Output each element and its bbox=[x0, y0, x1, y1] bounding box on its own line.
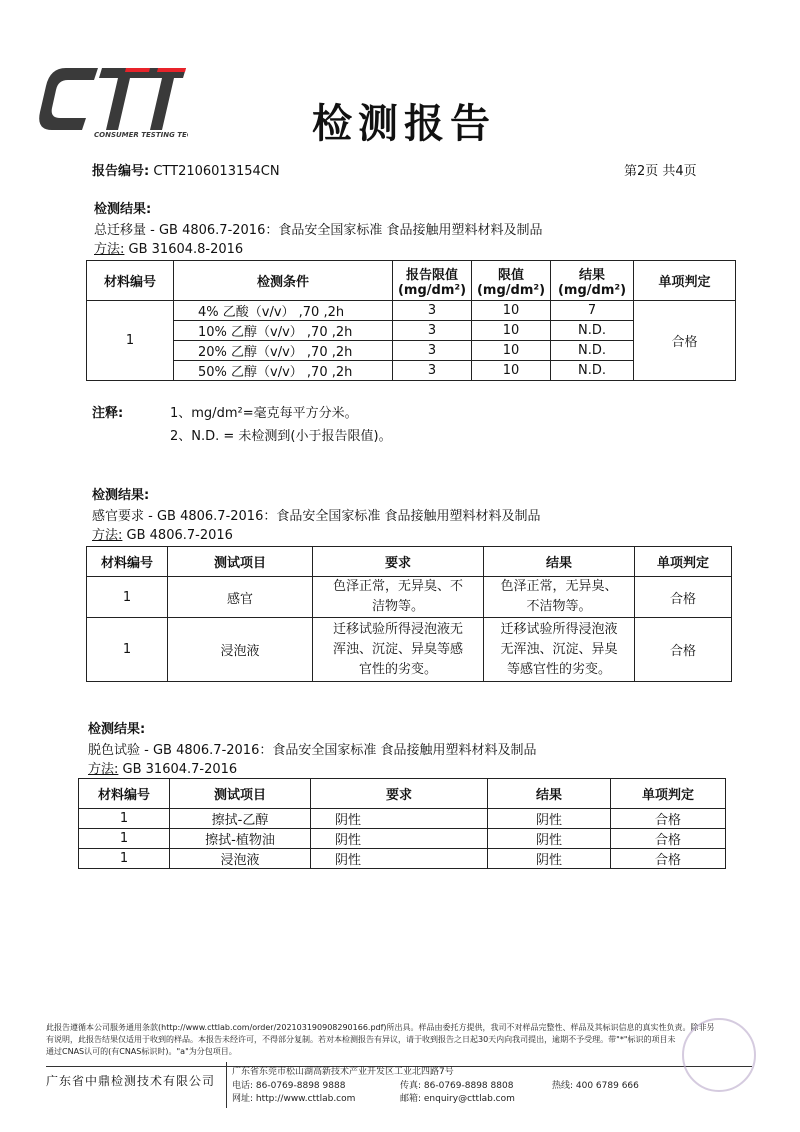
table-row: 1 擦拭-乙醇 阴性 阴性 合格 bbox=[79, 809, 726, 829]
report-number bbox=[92, 160, 280, 179]
verdict: 合格 bbox=[634, 301, 736, 381]
ctt-logo bbox=[38, 60, 188, 140]
col-report-limit: 报告限值 (mg/dm²) bbox=[393, 261, 472, 301]
company-name: 广东省中鼎检测技术有限公司 bbox=[46, 1074, 216, 1088]
table-row: 1 浸泡液 阴性 阴性 合格 bbox=[79, 849, 726, 869]
migration-table bbox=[86, 260, 736, 381]
material-id: 1 bbox=[87, 301, 174, 381]
note-1: 1、mg/dm²=毫克每平方分米。 bbox=[170, 406, 358, 421]
page-title: 检测报告 bbox=[312, 100, 496, 147]
logo-tagline: CONSUMER TESTING TECH bbox=[94, 131, 188, 139]
section2-heading: 检测结果: bbox=[92, 488, 150, 503]
footer-hotline: 热线: 400 6789 666 bbox=[552, 1081, 639, 1091]
method-label: 方法: bbox=[94, 242, 125, 257]
page-info: 第2页 共4页 bbox=[624, 164, 697, 179]
section1-item: 总迁移量 - GB 4806.7-2016：食品安全国家标准 食品接触用塑料材料及制品 bbox=[94, 223, 543, 238]
section2-method: 方法: GB 4806.7-2016 bbox=[92, 528, 233, 543]
official-stamp bbox=[682, 1018, 756, 1092]
table-row: 1 4% 乙酸（v/v） ,70 ,2h 3 10 7 合格 bbox=[87, 301, 736, 321]
note-2: 2、N.D. = 未检测到(小于报告限值)。 bbox=[170, 429, 392, 444]
section3-item: 脱色试验 - GB 4806.7-2016：食品安全国家标准 食品接触用塑料材料及制品 bbox=[88, 743, 537, 758]
footer-fax: 传真: 86-0769-8898 8808 bbox=[400, 1081, 514, 1091]
section1-method bbox=[94, 238, 243, 257]
sensory-table: 材料编号 测试项目 要求 结果 单项判定 1 感官 色泽正常，无异臭、不 洁物等。 色泽正常，无异臭、 不洁物等。 合格 1 浸泡液 迁移试验所得浸泡液无 浑浊、沉淀、异臭等感 官性的劣变。 迁移试验所得浸泡液 无浑浊、沉淀、异臭 等感官性的劣变。 合格 bbox=[86, 546, 732, 682]
footer-address: 广东省东莞市松山湖高新技术产业开发区工业北四路7号 bbox=[232, 1067, 454, 1077]
footer-email[interactable]: 邮箱: enquiry@cttlab.com bbox=[400, 1094, 515, 1104]
table-row: 1 浸泡液 迁移试验所得浸泡液无 浑浊、沉淀、异臭等感 官性的劣变。 迁移试验所得浸泡液 无浑浊、沉淀、异臭 等感官性的劣变。 合格 bbox=[87, 618, 732, 682]
decolor-table: 材料编号 测试项目 要求 结果 单项判定 1 擦拭-乙醇 阴性 阴性 合格 1 擦拭-植物油 阴性 阴性 合格 1 浸泡液 阴性 阴性 合格 bbox=[78, 778, 726, 869]
col-verdict: 单项判定 bbox=[634, 261, 736, 301]
table-row: 50% 乙醇（v/v） ,70 ,2h 3 10 N.D. bbox=[87, 361, 736, 381]
footer-disclaimer: 此报告遵循本公司服务通用条款(http://www.cttlab.com/order/20210319090829016​6.pdf)所出具。样品由委托方提供，我司不对样品完整性、样品及其标识信息的真实性负责。除非另 有说明，此报告结果仅适用于收到的样品。本报告未经许可，不得部分复制。若对本检测报告有异议，请于收到报告之日起30天内向我司提出，逾期不予受理。带"*"标识的项目未 通过CNAS认可的(有CNAS标识时)。"a"为分包项目。 bbox=[46, 1023, 715, 1056]
report-number-value: CTT2106013154CN bbox=[153, 164, 280, 179]
col-result: 结果 (mg/dm²) bbox=[551, 261, 634, 301]
side-seal bbox=[772, 600, 800, 750]
table-row: 1 感官 色泽正常，无异臭、不 洁物等。 色泽正常，无异臭、 不洁物等。 合格 bbox=[87, 577, 732, 618]
section2-item: 感官要求 - GB 4806.7-2016：食品安全国家标准 食品接触用塑料材料及制品 bbox=[92, 509, 541, 524]
method-value: GB 31604.8-2016 bbox=[128, 242, 244, 257]
table-row: 20% 乙醇（v/v） ,70 ,2h 3 10 N.D. bbox=[87, 341, 736, 361]
report-number-label: 报告编号: bbox=[92, 164, 150, 179]
col-condition: 检测条件 bbox=[174, 261, 393, 301]
section1-heading: 检测结果: bbox=[94, 202, 152, 217]
footer-vertical-divider bbox=[226, 1062, 227, 1108]
section3-method: 方法: GB 31604.7-2016 bbox=[88, 762, 238, 777]
table-row: 1 擦拭-植物油 阴性 阴性 合格 bbox=[79, 829, 726, 849]
section3-heading: 检测结果: bbox=[88, 722, 146, 737]
footer-website[interactable]: 网址: http://www.cttlab.com bbox=[232, 1094, 356, 1104]
footer-tel: 电话: 86-0769-8898 9888 bbox=[232, 1081, 346, 1091]
col-limit: 限值 (mg/dm²) bbox=[472, 261, 551, 301]
table-row: 10% 乙醇（v/v） ,70 ,2h 3 10 N.D. bbox=[87, 321, 736, 341]
col-material: 材料编号 bbox=[87, 261, 174, 301]
notes-label: 注释: bbox=[92, 406, 124, 421]
